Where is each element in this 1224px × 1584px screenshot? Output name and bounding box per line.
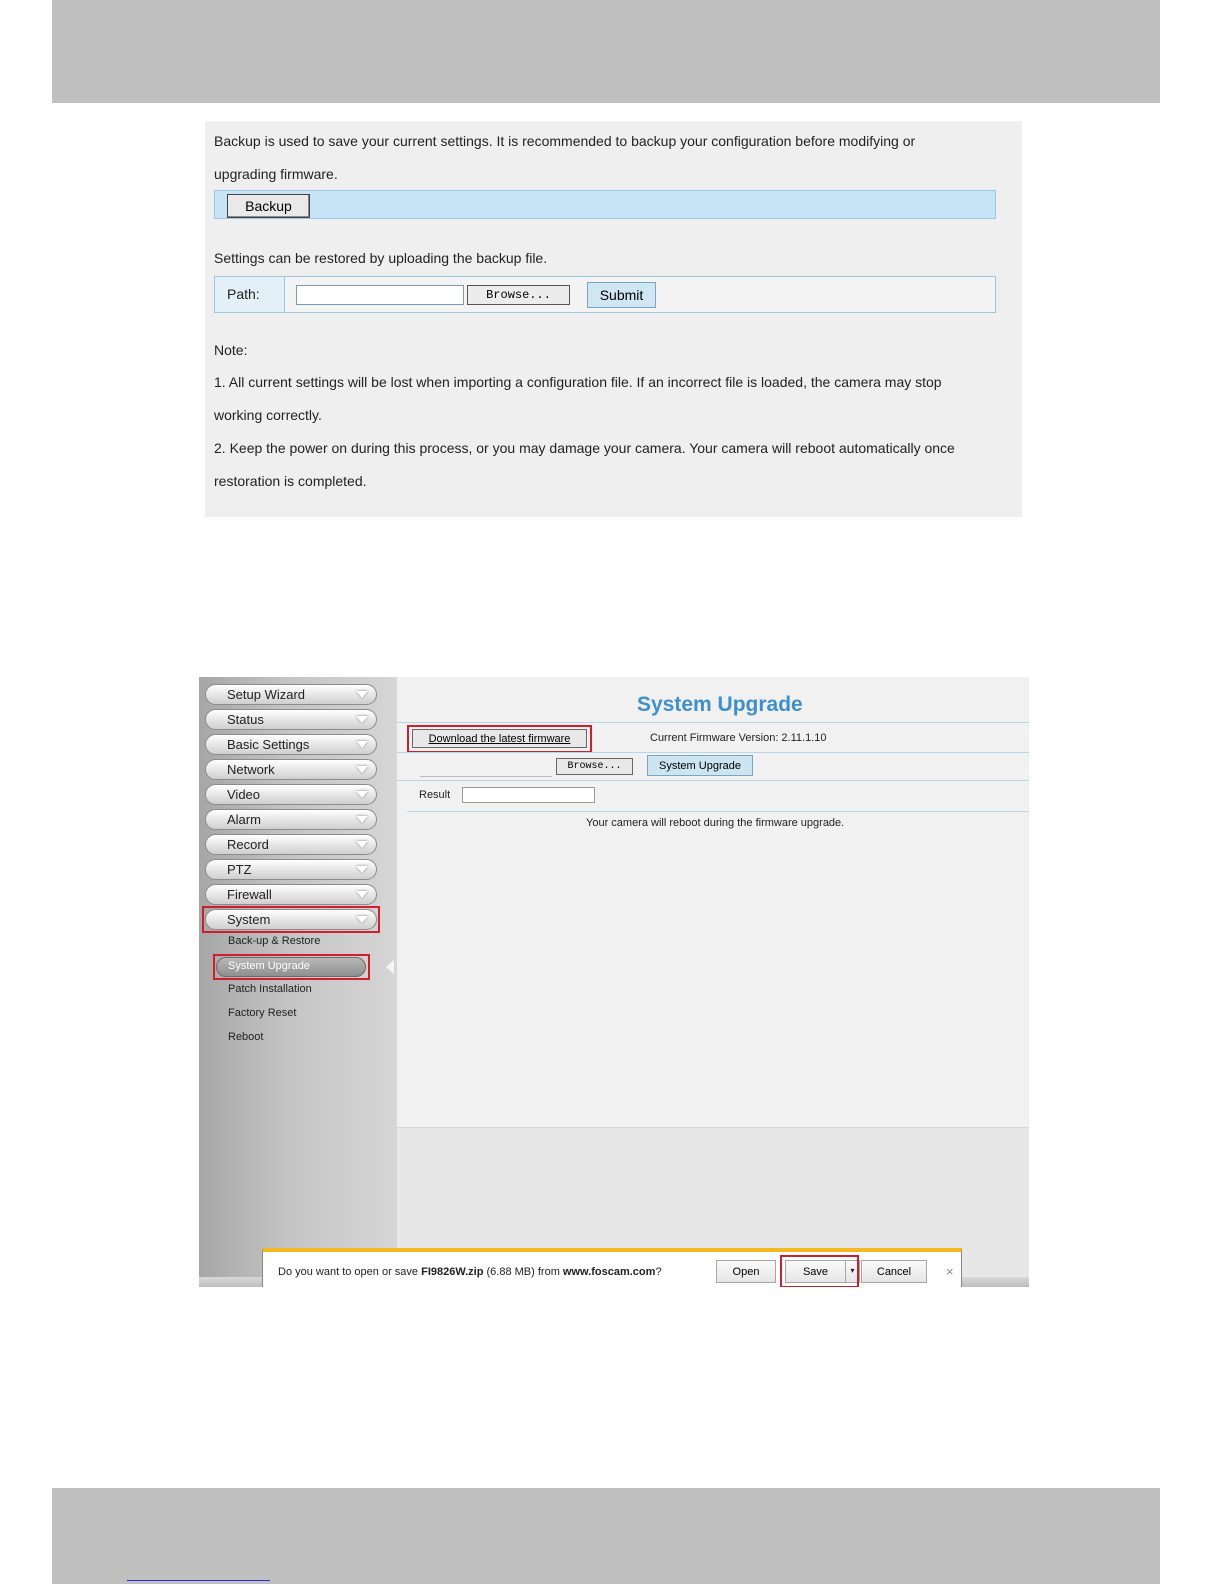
- cancel-button[interactable]: Cancel: [861, 1260, 927, 1283]
- prompt-site: www.foscam.com: [562, 1266, 656, 1278]
- sidebar-item-record[interactable]: [205, 834, 377, 855]
- sidebar-item-video[interactable]: [205, 784, 377, 805]
- sidebar-item-label: Alarm: [227, 812, 261, 827]
- sidebar-item-label: Status: [227, 712, 264, 727]
- sub-item-label: System Upgrade: [228, 960, 310, 972]
- highlight-system-upgrade-box: [213, 954, 370, 980]
- sidebar-item-firewall[interactable]: [205, 884, 377, 905]
- divider: [397, 780, 1029, 781]
- download-notification-bar: [262, 1248, 962, 1287]
- chevron-down-icon: [356, 816, 368, 823]
- download-firmware-button[interactable]: Download the latest firmware: [412, 729, 587, 748]
- note2-line2: restoration is completed.: [214, 473, 367, 489]
- chevron-down-icon: [356, 866, 368, 873]
- page-title: System Upgrade: [637, 693, 803, 716]
- restore-path-row: [214, 276, 996, 313]
- backup-button[interactable]: Backup: [227, 194, 310, 218]
- close-icon[interactable]: ×: [946, 1264, 954, 1279]
- path-label: Path:: [215, 277, 285, 312]
- note2-line1: 2. Keep the power on during this process, or you may damage your camera. Your camera will reboot automatically once: [214, 440, 955, 456]
- sidebar-item-status[interactable]: [205, 709, 377, 730]
- sidebar-item-ptz[interactable]: [205, 859, 377, 880]
- prompt-suffix: ?: [655, 1266, 662, 1278]
- sidebar-item-label: Setup Wizard: [227, 687, 306, 702]
- note1-line1: 1. All current settings will be lost when importing a configuration file. If an incorrect file is loaded, the camera may stop: [214, 374, 942, 390]
- page-footer-band: [52, 1488, 1160, 1584]
- sidebar-item-label: Firewall: [227, 887, 272, 902]
- submit-button[interactable]: Submit: [587, 282, 656, 308]
- sidebar-item-setup-wizard[interactable]: [205, 684, 377, 705]
- note-title: Note:: [214, 342, 248, 358]
- reboot-note: Your camera will reboot during the firmware upgrade.: [586, 817, 845, 829]
- chevron-down-icon: [356, 766, 368, 773]
- sidebar-item-basic-settings[interactable]: [205, 734, 377, 755]
- backup-intro-line1: Backup is used to save your current settings. It is recommended to backup your configuration before modifying or: [214, 133, 916, 149]
- system-upgrade-button[interactable]: System Upgrade: [647, 755, 753, 776]
- backup-bar: [214, 190, 996, 219]
- sidebar-item-label: Video: [227, 787, 261, 802]
- sidebar-item-network[interactable]: [205, 759, 377, 780]
- system-upgrade-screenshot: [199, 677, 1029, 1287]
- prompt-filename: FI9826W.zip: [421, 1266, 484, 1278]
- result-label: Result: [419, 789, 451, 801]
- sidebar-item-label: PTZ: [227, 862, 252, 877]
- sidebar-item-alarm[interactable]: [205, 809, 377, 830]
- chevron-down-icon: [356, 716, 368, 723]
- backup-intro-line2: upgrading firmware.: [214, 166, 338, 182]
- highlight-download-box: [407, 725, 592, 753]
- sidebar-item-label: System: [227, 912, 271, 927]
- highlight-system-box: [202, 906, 380, 933]
- upgrade-content: [397, 677, 1029, 1287]
- prompt-prefix: Do you want to open or save: [278, 1266, 422, 1278]
- firmware-version: Current Firmware Version: 2.11.1.10: [650, 732, 827, 744]
- page-header-band: [52, 0, 1160, 103]
- divider: [397, 722, 1029, 723]
- download-prompt: [278, 1266, 662, 1278]
- open-button[interactable]: Open: [716, 1260, 776, 1283]
- save-options-chevron-icon[interactable]: ▾: [845, 1260, 860, 1283]
- sidebar-item-label: Network: [227, 762, 275, 777]
- save-button[interactable]: Save: [785, 1260, 846, 1283]
- footer-link-underline[interactable]: [127, 1580, 270, 1581]
- sidebar-item-label: Basic Settings: [227, 737, 310, 752]
- divider: [407, 811, 1029, 812]
- chevron-down-icon: [356, 691, 368, 698]
- note1-line2: working correctly.: [214, 407, 322, 423]
- active-pointer-icon: [386, 960, 394, 974]
- prompt-size: (6.88 MB) from: [483, 1266, 563, 1278]
- chevron-down-icon: [356, 891, 368, 898]
- restore-instruction: Settings can be restored by uploading the backup file.: [214, 250, 548, 266]
- chevron-down-icon: [356, 841, 368, 848]
- path-input[interactable]: [296, 285, 464, 305]
- highlight-save-box: [780, 1255, 859, 1287]
- sub-item-backup-restore[interactable]: Back-up & Restore: [228, 935, 321, 947]
- sidebar-item-label: Record: [227, 837, 269, 852]
- sub-item-patch-installation[interactable]: Patch Installation: [228, 983, 312, 995]
- firmware-browse-button[interactable]: Browse...: [556, 758, 633, 775]
- chevron-down-icon: [356, 791, 368, 798]
- sidebar: [199, 677, 397, 1287]
- browse-button[interactable]: Browse...: [467, 285, 570, 305]
- firmware-file-field[interactable]: [420, 758, 552, 777]
- sub-item-reboot[interactable]: Reboot: [228, 1031, 264, 1043]
- backup-restore-panel: [205, 121, 1022, 517]
- divider: [397, 752, 1029, 753]
- chevron-down-icon: [356, 741, 368, 748]
- sub-item-factory-reset[interactable]: Factory Reset: [228, 1007, 297, 1019]
- result-box: [462, 787, 595, 803]
